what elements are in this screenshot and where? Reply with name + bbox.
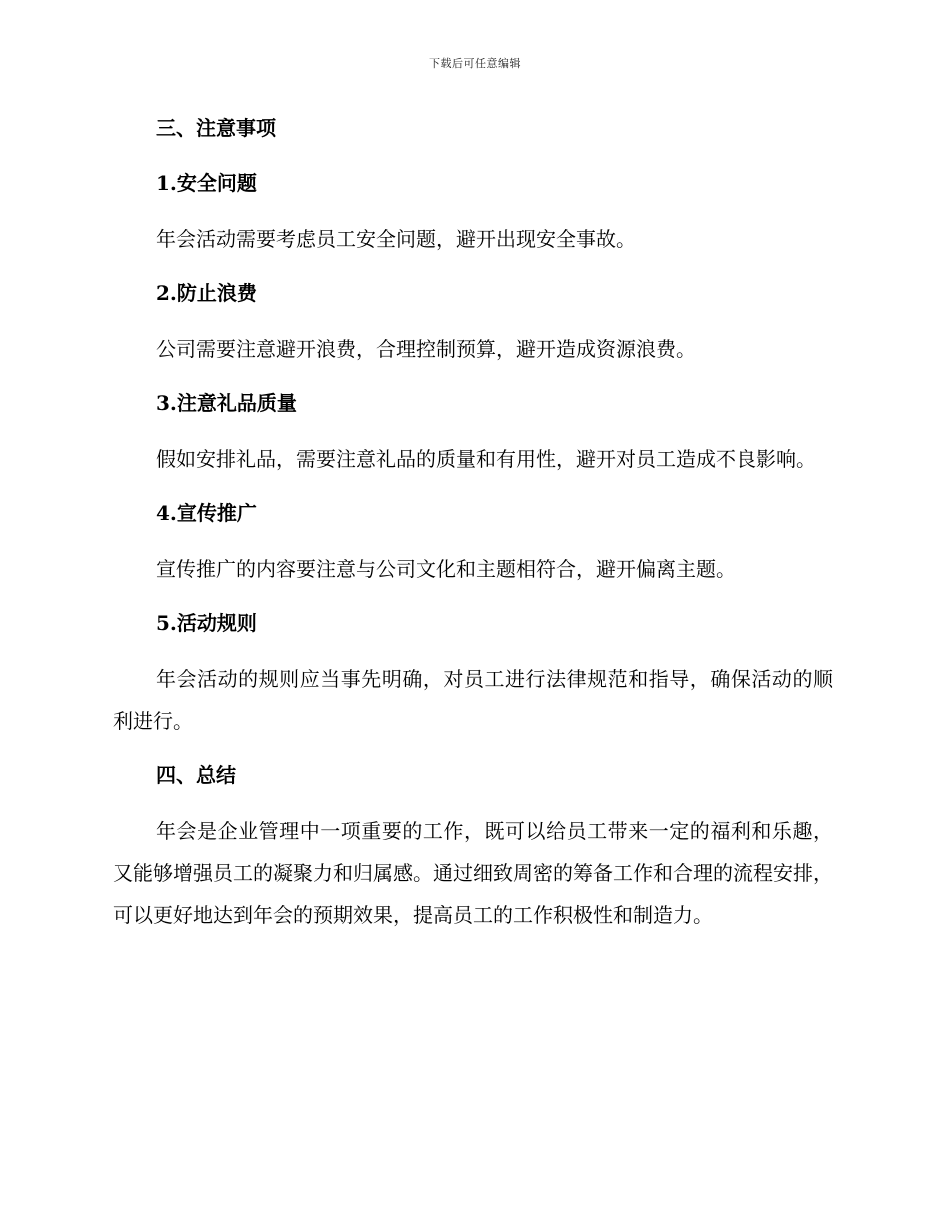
item-heading-rules: 5.活动规则 <box>156 611 257 635</box>
item-heading-gifts: 3.注意礼品质量 <box>156 391 297 415</box>
item-heading-waste: 2.防止浪费 <box>156 281 257 305</box>
item-text-promotion: 宣传推广的内容要注意与公司文化和主题相符合，避开偏离主题。 <box>156 557 736 581</box>
summary-text: 年会是企业管理中一项重要的工作，既可以给员工带来一定的福利和乐趣，又能够增强员工的凝聚力和归属感。通过细致周密的筹备工作和合理的流程安排，可以更好地达到年会的预期效果，提高员工的工作积极性和制造力。 <box>113 819 833 927</box>
item-heading-promotion: 4.宣传推广 <box>156 501 257 525</box>
document-body <box>113 108 833 949</box>
section-heading-notes: 三、注意事项 <box>156 116 276 140</box>
item-text-gifts: 假如安排礼品，需要注意礼品的质量和有用性，避开对员工造成不良影响。 <box>156 447 816 471</box>
item-text-waste: 公司需要注意避开浪费，合理控制预算，避开造成资源浪费。 <box>156 337 696 361</box>
item-text-rules: 年会活动的规则应当事先明确，对员工进行法律规范和指导，确保活动的顺利进行。 <box>113 667 833 733</box>
section-heading-summary: 四、总结 <box>156 763 236 787</box>
page-header: 下载后可任意编辑 <box>429 57 521 70</box>
item-text-safety: 年会活动需要考虑员工安全问题，避开出现安全事故。 <box>156 227 636 251</box>
item-heading-safety: 1.安全问题 <box>156 171 257 195</box>
